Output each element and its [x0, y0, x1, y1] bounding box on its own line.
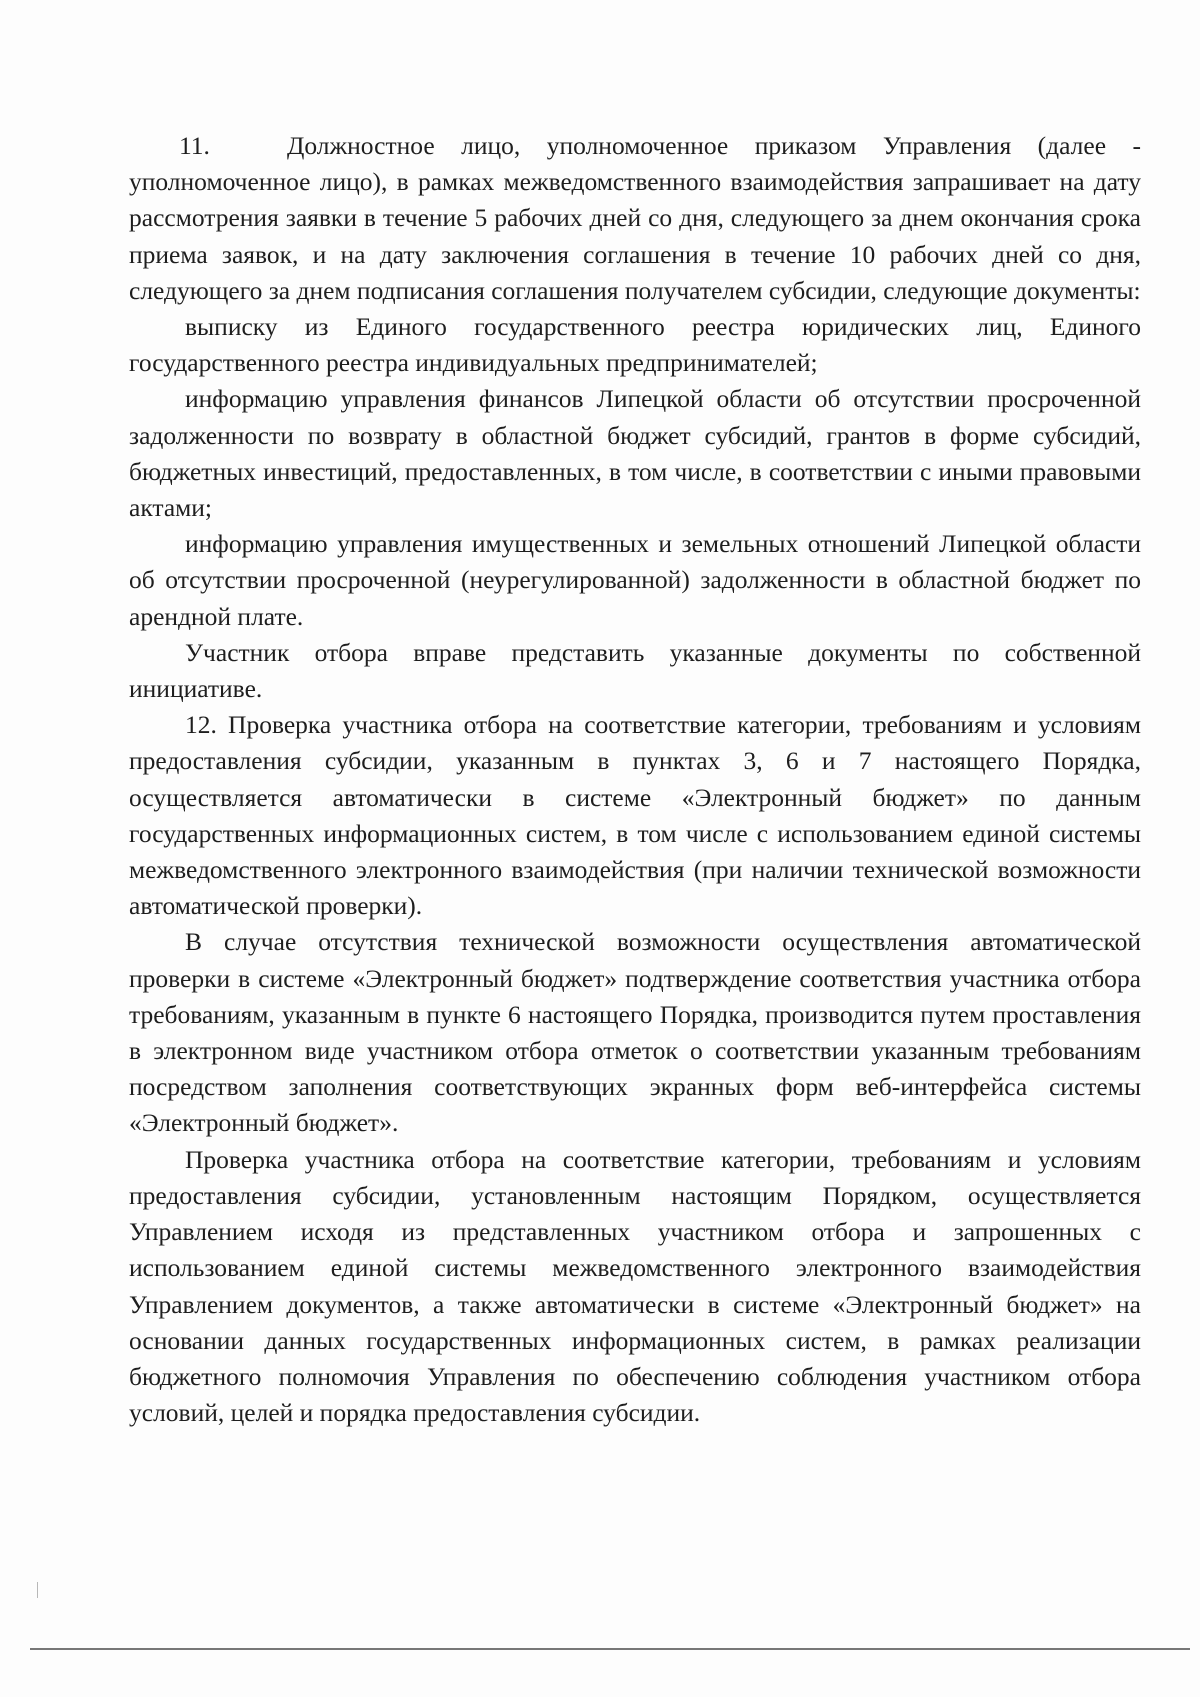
- paragraph-egrul-extract: выписку из Единого государственного реестра юридических лиц, Единого государственного реестра индивидуальных предпринимателей;: [129, 312, 1141, 378]
- paragraph-own-initiative: Участник отбора вправе представить указанные документы по собственной инициативе.: [129, 637, 1141, 704]
- paragraph-verification: Проверка участника отбора на соответствие категории, требованиям и условиям предоставления субсидии, установленным настоящим Порядком, осуществляется Управлением исходя из представленных участником отбора и запрошенных с использованием единой системы межведомственного электронного взаимодействия Управлением документов, а также автоматически в системе «Электронный бюджет» на основании данных государственных информационных систем, в рамках реализации бюджетного полномочия Управления по обеспечению соблюдения участником отбора условий, целей и порядка предоставления субсидии.: [129, 1144, 1141, 1428]
- paragraph-number: 11.: [179, 131, 210, 160]
- paragraph-no-technical-possibility: В случае отсутствия технической возможности осуществления автоматической проверки в системе «Электронный бюджет» подтверждение соответствия участника отбора требованиям, указанным в пункте 6 настоящего Порядка, производится путем проставления в электронном виде участником отбора отметок о соответствии указанным требованиям посредством заполнения соответствующих экранных форм веб-интерфейса системы «Электронный бюджет».: [129, 927, 1141, 1138]
- paragraph-property-info: информацию управления имущественных и земельных отношений Липецкой области об отсутствии просроченной (неурегулированной) задолженности в областной бюджет по арендной плате.: [129, 529, 1141, 631]
- paragraph-text: Должностное лицо, уполномоченное приказом Управления (далее - уполномоченное лицо), в рамках межведомственного взаимодействия запрашивает на дату рассмотрения заявки в течение 5 рабочих дней со дня, следующего за днем окончания срока приема заявок, и на дату заключения соглашения в течение 10 рабочих дней со дня, следующего за днем подписания соглашения получателем субсидии, следующие документы:: [129, 131, 1141, 305]
- paragraph-finance-info: информацию управления финансов Липецкой области об отсутствии просроченной задолженности по возврату в областной бюджет субсидий, грантов в форме субсидий, бюджетных инвестиций, предоставленных, в том числе, в соответствии с иными правовыми актами;: [129, 384, 1141, 523]
- paragraph-12: 12. Проверка участника отбора на соответствие категории, требованиям и условиям предоставления субсидии, указанным в пунктах 3, 6 и 7 настоящего Порядка, осуществляется автоматически в системе «Электронный бюджет» по данным государственных информационных систем, в том числе с использованием единой системы межведомственного электронного взаимодействия (при наличии технической возможности автоматической проверки).: [129, 710, 1141, 921]
- paragraph-11: [129, 128, 1141, 309]
- document-body: [129, 128, 1141, 1431]
- bottom-rule: [30, 1648, 1190, 1650]
- scan-margin-mark: [37, 1582, 38, 1598]
